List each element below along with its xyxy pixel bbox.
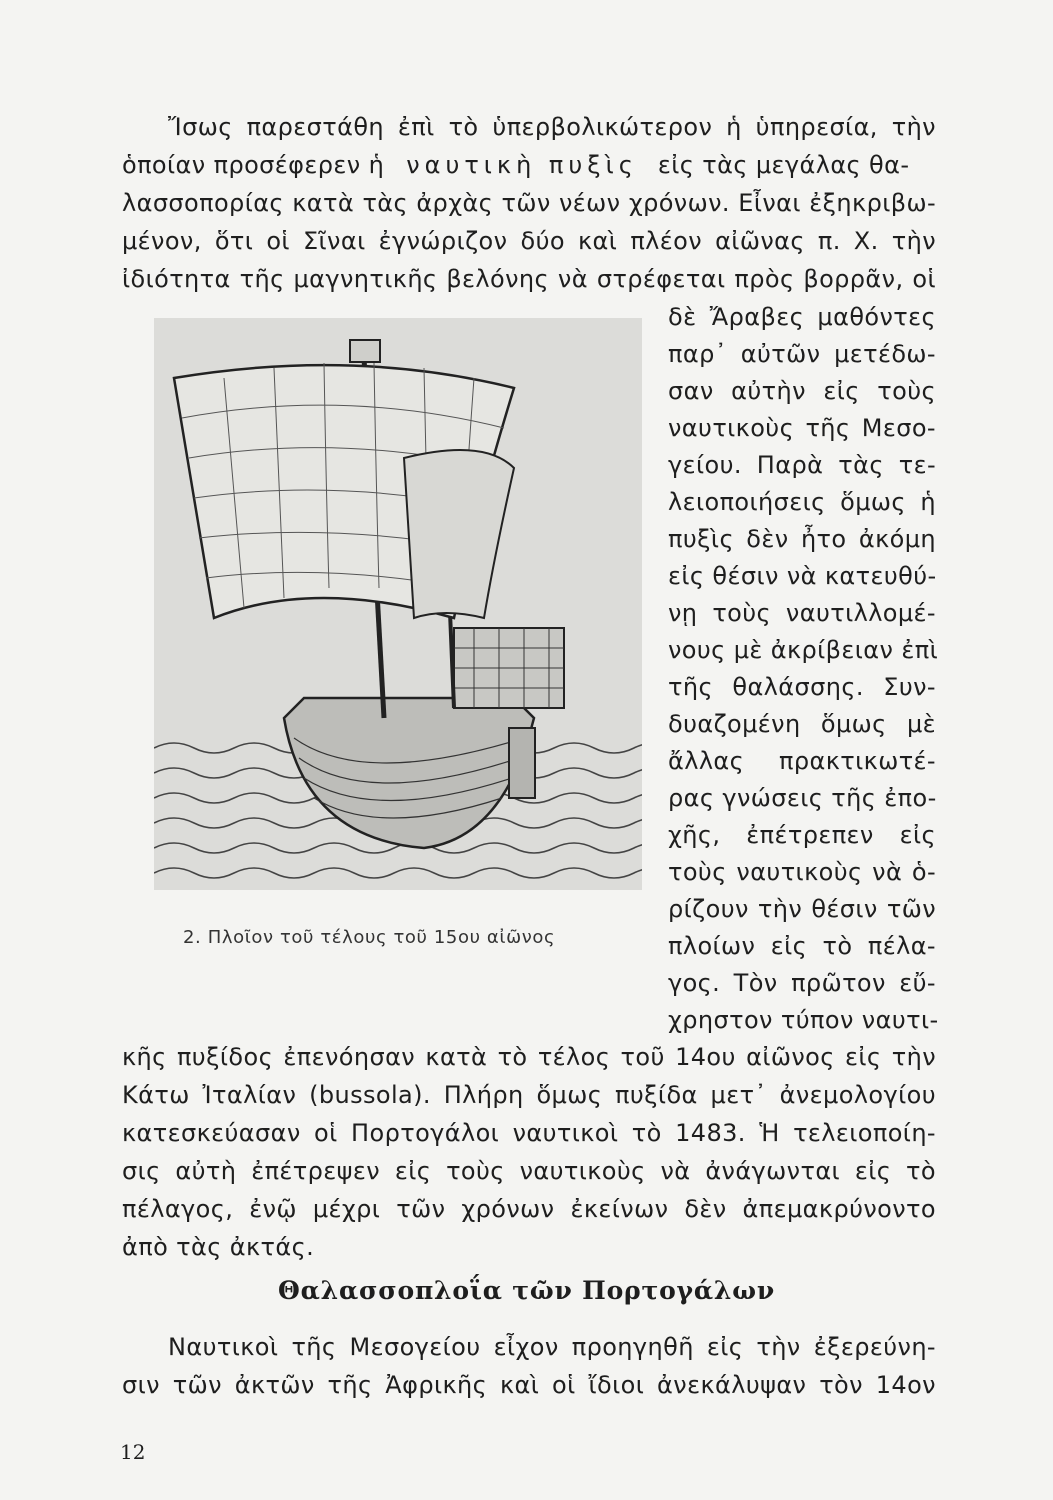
text-line: πυξὶς δὲν ἦτο ἀκόμη [668,525,936,553]
text-line: πλοίων εἰς τὸ πέλα- [668,932,936,960]
text-line: τῆς θαλάσσης. Συν- [668,673,936,701]
text-line: γείου. Παρὰ τὰς τε- [668,451,936,479]
text-line: χῆς, ἐπέτρεπεν εἰς [668,821,936,849]
text-line: ρίζουν τὴν θέσιν τῶν [668,895,936,923]
text-line: Ἴσως παρεστάθη ἐπὶ τὸ ὑπερβολικώτερον ἡ ὑπηρεσία, τὴν [168,113,936,141]
text-line: ναυτικοὺς τῆς Μεσο- [668,414,936,442]
figure-caption: 2. Πλοῖον τοῦ τέλους τοῦ 15ου αἰῶνος [183,927,556,948]
text-line: εἰς θέσιν νὰ κατευθύ- [668,562,937,590]
text-line: ἰδιότητα τῆς μαγνητικῆς βελόνης νὰ στρέφεται πρὸς βορρᾶν, οἱ [122,265,936,293]
text-line: παρ᾽ αὐτῶν μετέδω- [668,340,936,368]
text-line: κατεσκεύασαν οἱ Πορτογάλοι ναυτικοὶ τὸ 1483. Ἡ τελειοποίη- [122,1119,936,1147]
text-line: τοὺς ναυτικοὺς νὰ ὁ- [668,858,936,886]
text-line: κῆς πυξίδος ἐπενόησαν κατὰ τὸ τέλος τοῦ 14ου αἰῶνος εἰς τὴν [122,1043,936,1071]
page-number: 12 [120,1440,146,1464]
text-line: μένον, ὅτι οἱ Σῖναι ἐγνώριζον δύο καὶ πλέον αἰῶνας π. Χ. τὴν [122,227,936,255]
text-line: σαν αὐτὴν εἰς τοὺς [668,377,936,405]
text-line: νῃ τοὺς ναυτιλλομέ- [668,599,936,627]
text-line: πέλαγος, ἐνῷ μέχρι τῶν χρόνων ἐκείνων δὲν ἀπεμακρύνοντο [122,1195,936,1223]
text-line: Κάτω Ἰταλίαν (bussola). Πλήρη ὅμως πυξίδα μετ᾽ ἀνεμολογίου [122,1081,936,1109]
text-line: Ναυτικοὶ τῆς Μεσογείου εἶχον προηγηθῆ εἰς τὴν ἐξερεύνη- [168,1333,936,1361]
emphasized-term: ναυτικὴ πυξὶς [406,151,638,179]
text-line [122,150,936,180]
text-line: λασσοπορίας κατὰ τὰς ἀρχὰς τῶν νέων χρόνων. Εἶναι ἐξηκριβω- [122,189,936,217]
section-heading: Θαλασσοπλοΐα τῶν Πορτογάλων [278,1276,775,1305]
text-fragment: εἰς τὰς μεγάλας θα- [657,151,910,179]
ship-drawing [154,318,642,890]
text-fragment: ὁποίαν προσέφερεν ἡ [122,151,385,179]
text-line: σιν τῶν ἀκτῶν τῆς Ἀφρικῆς καὶ οἱ ἴδιοι ἀνεκάλυψαν τὸν 14ον [122,1371,936,1399]
text-line: δὲ Ἄραβες μαθόντες [668,303,936,331]
text-line: χρηστον τύπον ναυτι- [668,1006,939,1034]
text-line: λειοποιήσεις ὅμως ἡ [668,488,936,516]
text-line: νους μὲ ἀκρίβειαν ἐπὶ [668,636,939,664]
text-line: ἀπὸ τὰς ἀκτάς. [122,1233,315,1261]
text-line: ἄλλας πρακτικωτέ- [668,747,936,775]
text-line: ρας γνώσεις τῆς ἐπο- [668,784,937,812]
text-line: γος. Τὸν πρῶτον εὔ- [668,969,936,997]
ship-illustration [154,318,642,890]
text-line: σις αὐτὴ ἐπέτρεψεν εἰς τοὺς ναυτικοὺς νὰ ἀνάγωνται εἰς τὸ [122,1157,936,1185]
text-line: δυαζομένη ὅμως μὲ [668,710,936,738]
